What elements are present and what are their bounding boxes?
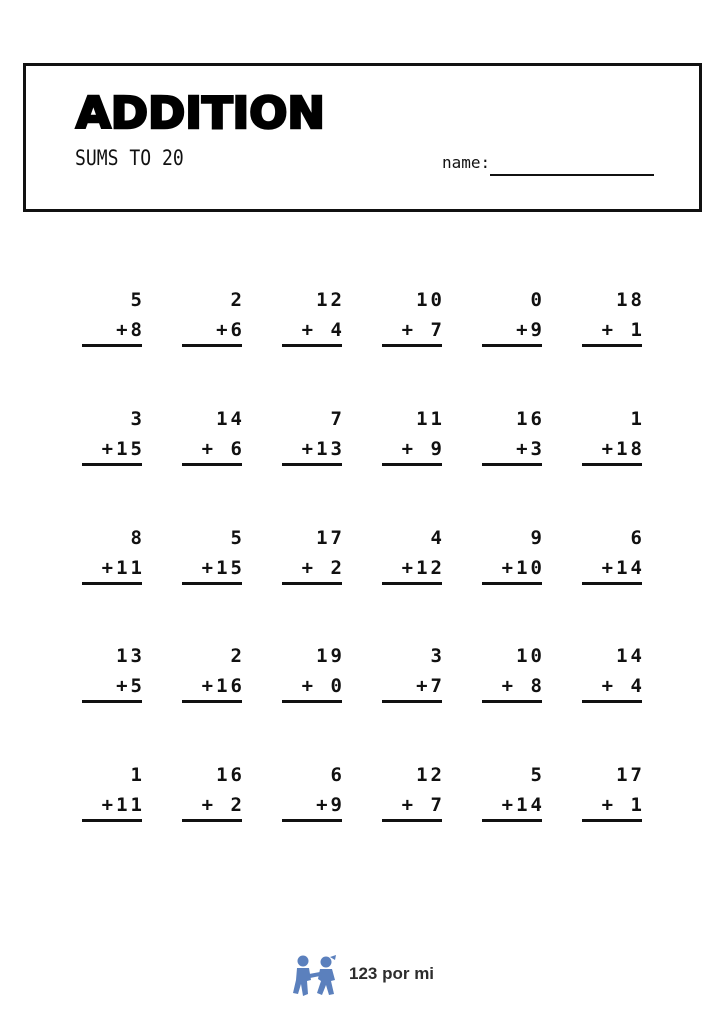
addition-problem: [282, 527, 345, 589]
worksheet-subtitle: SUMS TO 20: [75, 146, 184, 170]
answer-line: [582, 344, 642, 347]
first-addend: 11: [416, 408, 445, 430]
addition-problem: [82, 289, 145, 351]
answer-line: [282, 463, 342, 466]
addition-problem: [82, 764, 145, 826]
addition-problem: [282, 408, 345, 470]
addition-problem: [182, 645, 245, 707]
answer-line: [582, 463, 642, 466]
first-addend: 19: [316, 645, 345, 667]
addition-problem: [182, 289, 245, 351]
first-addend: 0: [530, 289, 545, 311]
two-children-icon: [292, 953, 338, 999]
answer-line: [582, 819, 642, 822]
second-addend: +16: [201, 675, 245, 697]
first-addend: 16: [216, 764, 245, 786]
second-addend: + 9: [401, 438, 445, 460]
worksheet-header: [23, 63, 702, 212]
second-addend: +6: [216, 319, 245, 341]
first-addend: 12: [416, 764, 445, 786]
second-addend: + 8: [501, 675, 545, 697]
first-addend: 17: [616, 764, 645, 786]
addition-problem: [382, 527, 445, 589]
addition-problem: [82, 408, 145, 470]
answer-line: [282, 819, 342, 822]
second-addend: +14: [601, 557, 645, 579]
second-addend: +11: [101, 794, 145, 816]
answer-line: [82, 582, 142, 585]
second-addend: +8: [116, 319, 145, 341]
second-addend: +18: [601, 438, 645, 460]
first-addend: 10: [416, 289, 445, 311]
first-addend: 17: [316, 527, 345, 549]
second-addend: + 7: [401, 319, 445, 341]
second-addend: +15: [201, 557, 245, 579]
addition-problem: [482, 289, 545, 351]
answer-line: [82, 700, 142, 703]
answer-line: [82, 819, 142, 822]
addition-problem: [482, 527, 545, 589]
addition-problem: [582, 764, 645, 826]
addition-problem: [282, 645, 345, 707]
answer-line: [582, 582, 642, 585]
first-addend: 5: [130, 289, 145, 311]
answer-line: [182, 463, 242, 466]
answer-line: [382, 344, 442, 347]
answer-line: [482, 344, 542, 347]
brand-name: 123 por mi: [349, 964, 435, 983]
addition-problem: [282, 289, 345, 351]
answer-line: [282, 700, 342, 703]
first-addend: 3: [430, 645, 445, 667]
second-addend: +15: [101, 438, 145, 460]
second-addend: +14: [501, 794, 545, 816]
second-addend: +5: [116, 675, 145, 697]
answer-line: [282, 344, 342, 347]
answer-line: [182, 344, 242, 347]
second-addend: +11: [101, 557, 145, 579]
addition-problem: [382, 289, 445, 351]
worksheet-title: ADDITION: [76, 88, 325, 139]
first-addend: 9: [530, 527, 545, 549]
answer-line: [582, 700, 642, 703]
first-addend: 3: [130, 408, 145, 430]
second-addend: +10: [501, 557, 545, 579]
first-addend: 18: [616, 289, 645, 311]
first-addend: 1: [130, 764, 145, 786]
second-addend: +7: [416, 675, 445, 697]
first-addend: 12: [316, 289, 345, 311]
addition-problem: [282, 764, 345, 826]
answer-line: [382, 582, 442, 585]
first-addend: 8: [130, 527, 145, 549]
answer-line: [182, 582, 242, 585]
second-addend: + 2: [201, 794, 245, 816]
answer-line: [482, 582, 542, 585]
first-addend: 14: [216, 408, 245, 430]
second-addend: + 0: [301, 675, 345, 697]
answer-line: [382, 819, 442, 822]
second-addend: +12: [401, 557, 445, 579]
answer-line: [82, 463, 142, 466]
addition-problem: [382, 764, 445, 826]
second-addend: + 1: [601, 794, 645, 816]
addition-problem: [382, 408, 445, 470]
answer-line: [282, 582, 342, 585]
addition-problem: [182, 408, 245, 470]
first-addend: 5: [230, 527, 245, 549]
name-label: name:: [442, 153, 491, 172]
name-input-line: [490, 174, 654, 176]
first-addend: 10: [516, 645, 545, 667]
first-addend: 2: [230, 289, 245, 311]
first-addend: 14: [616, 645, 645, 667]
addition-problem: [182, 764, 245, 826]
first-addend: 7: [330, 408, 345, 430]
addition-problem: [582, 289, 645, 351]
answer-line: [382, 700, 442, 703]
first-addend: 1: [630, 408, 645, 430]
second-addend: +13: [301, 438, 345, 460]
answer-line: [482, 819, 542, 822]
first-addend: 13: [116, 645, 145, 667]
addition-problem: [82, 645, 145, 707]
first-addend: 4: [430, 527, 445, 549]
first-addend: 6: [330, 764, 345, 786]
addition-problem: [82, 527, 145, 589]
second-addend: + 7: [401, 794, 445, 816]
addition-problem: [582, 527, 645, 589]
addition-problem: [482, 764, 545, 826]
addition-problem: [582, 645, 645, 707]
first-addend: 6: [630, 527, 645, 549]
answer-line: [382, 463, 442, 466]
answer-line: [182, 700, 242, 703]
second-addend: + 4: [601, 675, 645, 697]
addition-problem: [582, 408, 645, 470]
answer-line: [182, 819, 242, 822]
second-addend: + 1: [601, 319, 645, 341]
first-addend: 16: [516, 408, 545, 430]
answer-line: [82, 344, 142, 347]
answer-line: [482, 463, 542, 466]
second-addend: +9: [516, 319, 545, 341]
addition-problem: [182, 527, 245, 589]
second-addend: +9: [316, 794, 345, 816]
addition-problem: [482, 645, 545, 707]
second-addend: +3: [516, 438, 545, 460]
second-addend: + 4: [301, 319, 345, 341]
addition-problem: [482, 408, 545, 470]
second-addend: + 2: [301, 557, 345, 579]
answer-line: [482, 700, 542, 703]
first-addend: 2: [230, 645, 245, 667]
addition-problem: [382, 645, 445, 707]
first-addend: 5: [530, 764, 545, 786]
second-addend: + 6: [201, 438, 245, 460]
